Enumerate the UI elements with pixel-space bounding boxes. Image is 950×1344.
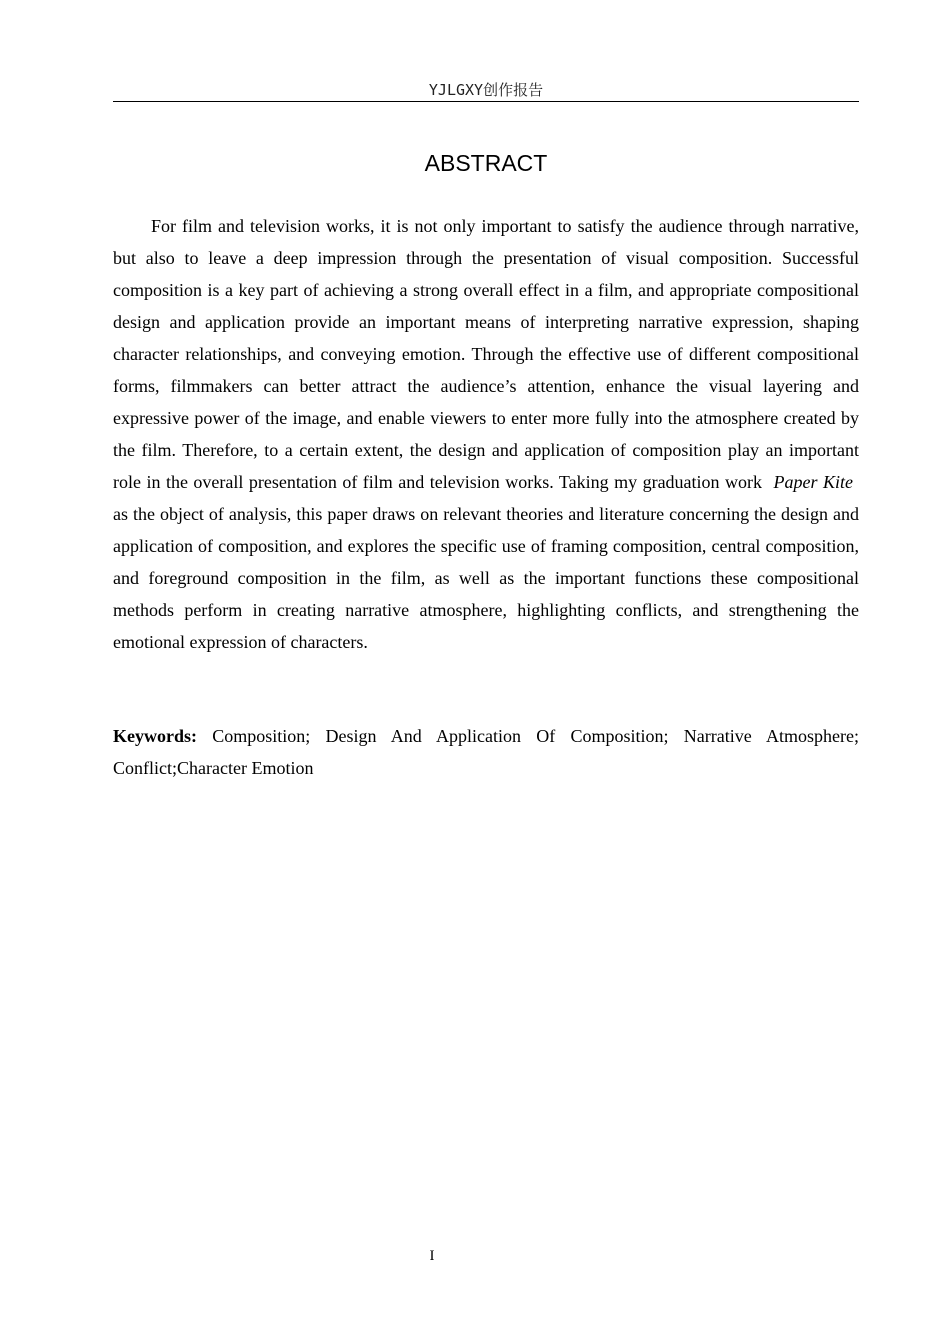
work-title: Paper Kite bbox=[773, 472, 853, 492]
abstract-text-part2: as the object of analysis, this paper draws on relevant theories and literature concerning the design and application of composition, and explores the specific use of framing composition, central composition, and foreground composition in the film, as well as the important functions these compositional methods perform in creating narrative atmosphere, highlighting conflicts, and strengthening the emotional expression of characters. bbox=[113, 504, 859, 652]
page-number: I bbox=[429, 1248, 435, 1264]
abstract-title: ABSTRACT bbox=[424, 150, 548, 176]
keywords-text: Composition; Design And Application Of Composition; Narrative Atmosphere; Conflict;Character Emotion bbox=[113, 726, 859, 778]
running-header: YJLGXY创作报告 bbox=[113, 80, 859, 102]
keywords-line bbox=[113, 720, 859, 784]
keywords-label: Keywords: bbox=[113, 726, 197, 746]
abstract-text-part1: For film and television works, it is not only important to satisfy the audience through narrative, but also to leave a deep impression through the presentation of visual composition. Successful composition is a key part of achieving a strong overall effect in a film, and appropriate compositional design and application provide an important means of interpreting narrative expression, shaping character relationships, and conveying emotion. Through the effective use of different compositional forms, filmmakers can better attract the audience’s attention, enhance the visual layering and expressive power of the image, and enable viewers to enter more fully into the atmosphere created by the film. Therefore, to a certain extent, the design and application of composition play an important role in the overall presentation of film and television works. Taking my graduation work bbox=[113, 216, 859, 492]
abstract-paragraph bbox=[113, 210, 859, 658]
